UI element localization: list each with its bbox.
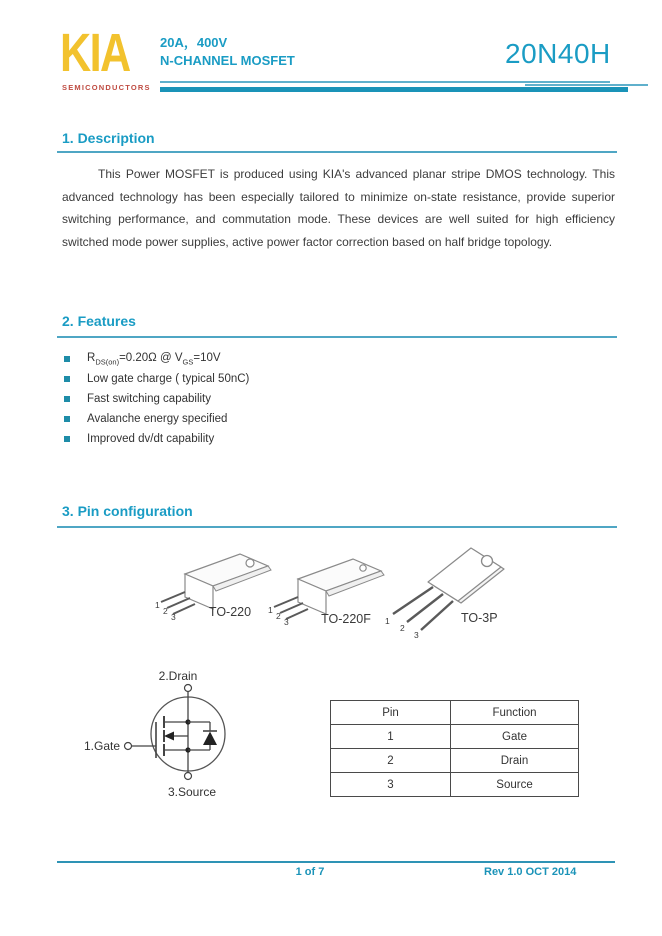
footer-rule: [57, 861, 615, 863]
diode-triangle-icon: [203, 732, 217, 746]
to220-pin2-label: 2: [163, 606, 168, 616]
table-header-row: [331, 701, 579, 725]
channel-arrow-icon: [164, 732, 174, 741]
to220f-lead1: [274, 597, 298, 607]
to220f-lead2: [280, 603, 303, 613]
feature-item: [64, 409, 484, 429]
to220f-lead3: [286, 609, 308, 619]
to3p-pin1-label: 1: [385, 616, 390, 626]
bullet-square-icon: [64, 416, 70, 422]
section-rule-features: [57, 336, 617, 338]
to3p-pin2-label: 2: [400, 623, 405, 633]
table-row: [331, 749, 579, 773]
features-list: [64, 349, 484, 449]
to220-lead2: [167, 598, 190, 608]
feature-item: [64, 369, 484, 389]
header-rule-thin: [160, 81, 610, 83]
section-rule-pin-configuration: [57, 526, 617, 528]
table-row: [331, 773, 579, 797]
pin-function-cell: Drain: [451, 749, 579, 773]
bullet-square-icon: [64, 376, 70, 382]
to220f-pin3-label: 3: [284, 617, 289, 627]
feature-text: Low gate charge ( typical 50nC): [87, 373, 250, 385]
mosfet-symbol: [78, 666, 313, 811]
to220-pin1-label: 1: [155, 600, 160, 610]
bullet-square-icon: [64, 356, 70, 362]
feature-text: $R_{DS(on)}=0.20\Omega$ @ $V_{GS}=10V$: [87, 351, 221, 367]
feature-item: [64, 429, 484, 449]
source-label: 3.Source: [167, 785, 217, 799]
to220f-package-name: TO-220F: [321, 612, 371, 626]
description-paragraph: This Power MOSFET is produced using KIA's advanced planar stripe DMOS technology. This advanced technology has been especially tailored to minimize on-state resistance, provide superior switching performance, and commutation mode. These devices are well suited for high efficiency switched mode power supplies, active power factor correction based on half bridge topology.: [62, 167, 615, 249]
to220f-pin2-label: 2: [276, 611, 281, 621]
table-row: [331, 725, 579, 749]
revision-label: Rev 1.0 OCT 2014: [484, 866, 577, 878]
page-number: 1 of 7: [295, 866, 325, 878]
part-number: 20N40H: [505, 38, 611, 69]
to220-package-name: TO-220: [208, 605, 252, 619]
pin-number-cell: 1: [331, 725, 451, 749]
to3p-lead3: [421, 601, 453, 630]
to3p-mounting-hole-icon: [482, 556, 493, 567]
feature-text: Improved dv/dt capability: [87, 433, 215, 445]
to3p-lead2: [407, 594, 443, 622]
to220-pin3-label: 3: [171, 612, 176, 622]
to220f-pin1-label: 1: [268, 605, 273, 615]
drain-terminal-icon: [185, 685, 192, 692]
feature-text: Avalanche energy specified: [87, 413, 228, 425]
device-rating: 20A，400V: [160, 35, 228, 50]
source-terminal-icon: [185, 773, 192, 780]
table-header-function: Function: [451, 701, 579, 725]
header-rule-thin-right: [525, 84, 648, 86]
feature-item: [64, 389, 484, 409]
bullet-square-icon: [64, 436, 70, 442]
table-header-pin: Pin: [331, 701, 451, 725]
to3p-lead1: [393, 587, 433, 614]
drain-label: 2.Drain: [158, 669, 198, 683]
kia-logo: KIA: [60, 23, 130, 83]
to3p-pin3-label: 3: [414, 630, 419, 640]
pin-number-cell: 2: [331, 749, 451, 773]
pin-function-cell: Gate: [451, 725, 579, 749]
pin-function-cell: Source: [451, 773, 579, 797]
device-subtitle: [160, 34, 295, 70]
to3p-package-name: TO-3P: [461, 611, 498, 625]
feature-text: Fast switching capability: [87, 393, 211, 405]
package-drawing-to3p: [383, 544, 563, 644]
to220-mounting-hole-icon: [246, 559, 254, 567]
header-rule-thick: [160, 87, 628, 92]
section-heading-description: 1. Description: [62, 130, 155, 146]
section-heading-features: 2. Features: [62, 313, 136, 329]
bullet-square-icon: [64, 396, 70, 402]
logo-subtext: SEMICONDUCTORS: [62, 83, 151, 92]
pin-function-table: [330, 700, 579, 797]
pin-number-cell: 3: [331, 773, 451, 797]
section-rule-description: [57, 151, 617, 153]
to220-lead1: [161, 592, 185, 602]
section-heading-pin-configuration: 3. Pin configuration: [62, 503, 193, 519]
gate-terminal-icon: [125, 743, 132, 750]
to220-lead3: [173, 604, 195, 614]
gate-label: 1.Gate: [84, 739, 121, 753]
feature-item: [64, 349, 484, 369]
device-type: N-CHANNEL MOSFET: [160, 53, 295, 68]
to220f-mounting-hole-icon: [360, 565, 366, 571]
